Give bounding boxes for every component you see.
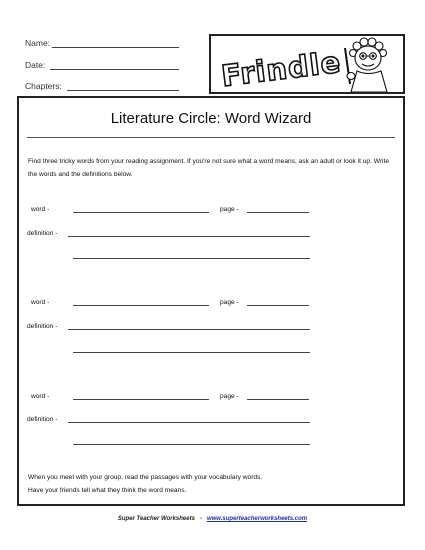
definition-field-1b[interactable]	[73, 258, 310, 259]
worksheet-title: Literature Circle: Word Wizard	[110, 110, 312, 127]
definition-field-2b[interactable]	[73, 352, 310, 353]
page-footer	[0, 516, 425, 522]
book-logo	[209, 34, 405, 94]
definition-label-2: definition -	[27, 323, 58, 330]
definition-field-2a[interactable]	[68, 329, 310, 330]
definition-field-1a[interactable]	[68, 236, 310, 237]
closing-line-2: Have your friends tell what they think the word means.	[28, 487, 187, 494]
word-label-1: word -	[31, 206, 50, 213]
chapters-label: Chapters:	[25, 81, 62, 91]
page-field-1[interactable]	[247, 212, 309, 213]
footer-brand: Super Teacher Worksheets	[117, 516, 195, 522]
page-label-2: page -	[220, 299, 239, 306]
word-label-2: word -	[31, 299, 50, 306]
word-label-3: word -	[31, 393, 50, 400]
definition-field-3a[interactable]	[68, 422, 310, 423]
page-field-3[interactable]	[247, 399, 309, 400]
title-divider	[27, 137, 395, 138]
chapters-field[interactable]	[67, 90, 179, 91]
definition-label-1: definition -	[27, 230, 58, 237]
worksheet-box	[17, 96, 405, 506]
date-label: Date:	[25, 60, 46, 70]
name-field[interactable]	[52, 47, 179, 48]
definition-label-3: definition -	[27, 416, 58, 423]
footer-separator: -	[199, 516, 202, 522]
name-label: Name:	[25, 38, 51, 48]
date-field[interactable]	[50, 69, 179, 70]
frindle-logo-text: Frindle	[219, 44, 343, 92]
closing-line-1: When you meet with your group, read the passages with your vocabulary words.	[28, 474, 263, 481]
footer-url-link[interactable]: www.superteacherworksheets.com	[206, 516, 308, 522]
page-label-1: page -	[220, 206, 239, 213]
page-field-2[interactable]	[247, 305, 309, 306]
frindle-logo-art	[211, 36, 403, 92]
word-field-3[interactable]	[73, 399, 209, 400]
word-field-1[interactable]	[73, 212, 209, 213]
instructions-text: Find three tricky words from your reading assignment. If you're not sure what a word means, ask an adult or look it up. Write the words and the definitions below.	[28, 158, 390, 178]
cartoon-kid-icon	[345, 38, 387, 92]
page-label-3: page -	[220, 393, 239, 400]
definition-field-3b[interactable]	[73, 444, 310, 445]
word-field-2[interactable]	[73, 305, 209, 306]
